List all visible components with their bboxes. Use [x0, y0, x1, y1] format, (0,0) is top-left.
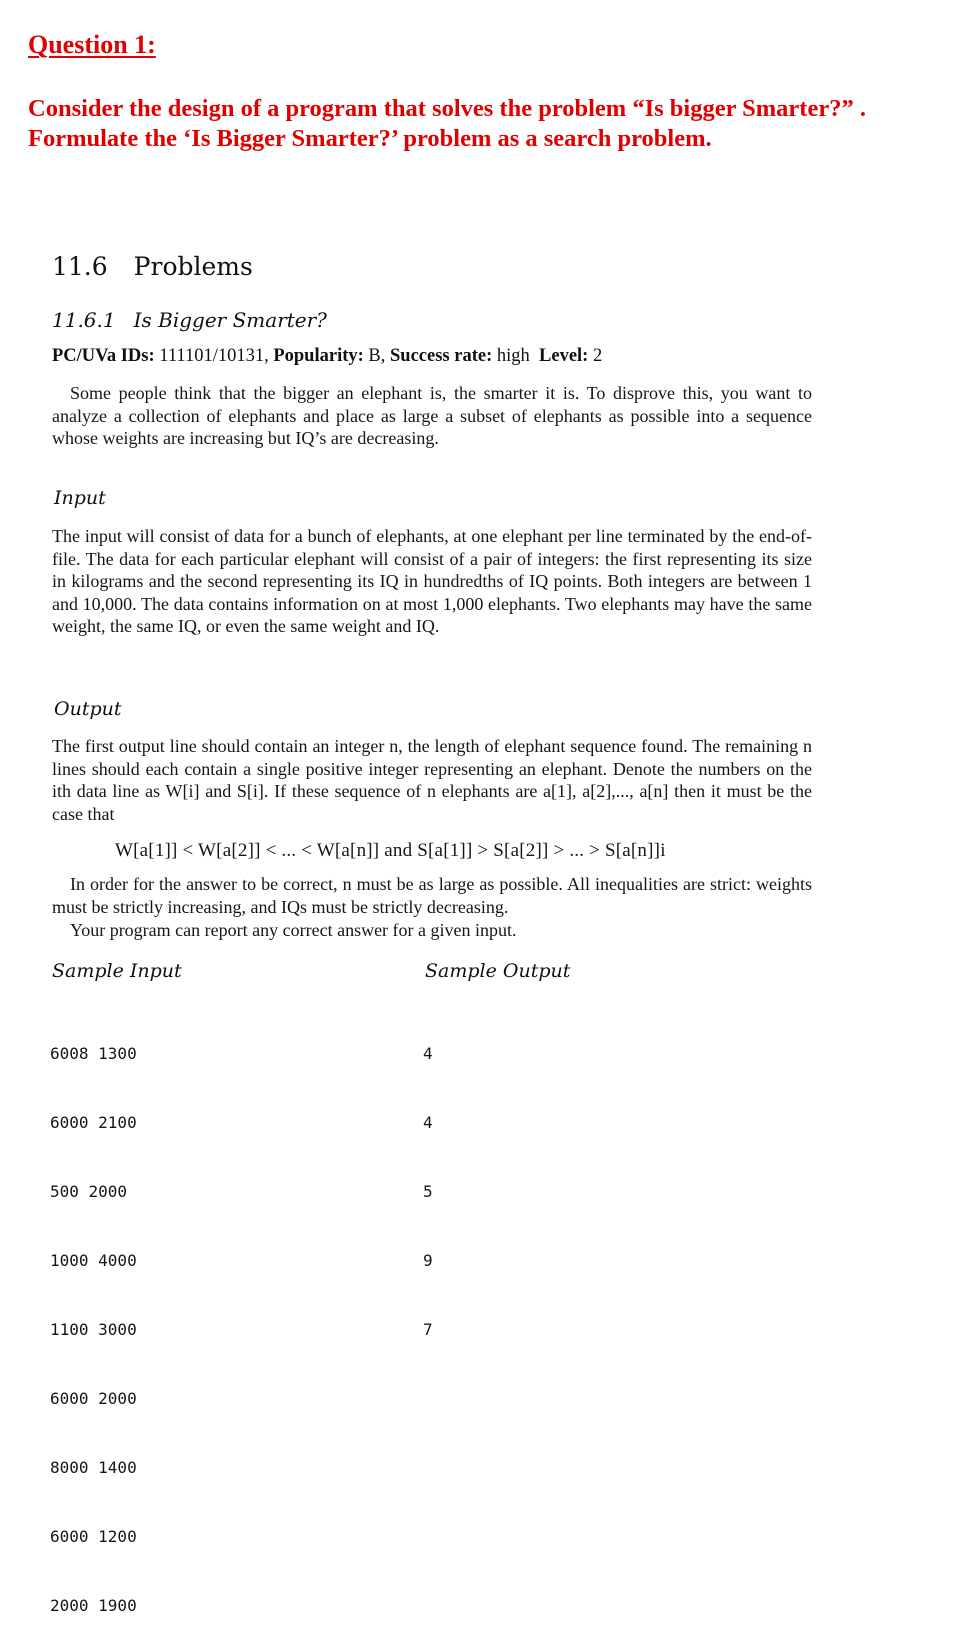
popularity-label: Popularity: — [273, 346, 364, 366]
success-rate-value: high — [496, 346, 530, 366]
output-note-largest: In order for the answer to be correct, n must be as large as possible. All inequalities are strict: weights must be strictly increasing, and IQs must be strictly decreasing. — [52, 874, 812, 917]
sample-output-line: 5 — [423, 1182, 433, 1201]
input-description: The input will consist of data for a bunch of elephants, at one elephant per line terminated by the end-of-file. The data for each particular elephant will consist of a pair of integers: the first representing its size in kilograms and the second representing its IQ in hundredths of IQ points. Both integers are between 1 and 10,000. The data contains information on at most 1,000 elephants. Two elephants may have the same weight, the same IQ, or even the same weight and IQ. — [52, 526, 812, 637]
sample-input-line: 500 2000 — [50, 1182, 128, 1201]
output-note-any-answer: Your program can report any correct answer for a given input. — [70, 920, 517, 940]
question-title: Question 1: — [28, 30, 156, 59]
output-heading: Output — [54, 698, 122, 720]
question-body: Consider the design of a program that solves the problem “Is bigger Smarter?” . Formulate the ‘Is Bigger Smarter?’ problem as a search problem. — [28, 95, 866, 152]
sample-input-heading: Sample Input — [52, 960, 182, 982]
sample-output-line: 4 — [423, 1113, 433, 1132]
sample-input-list — [50, 996, 137, 1640]
ids-label: PC/UVa IDs: — [52, 346, 155, 366]
sample-input-line: 6008 1300 — [50, 1044, 137, 1063]
sample-input-line: 6000 2100 — [50, 1113, 137, 1132]
input-heading: Input — [54, 487, 106, 509]
level-label: Level: — [539, 346, 589, 366]
problem-meta — [52, 346, 602, 367]
sample-output-line: 7 — [423, 1320, 433, 1339]
ordering-formula: W[a[1]] < W[a[2]] < ... < W[a[n]] and S[a[1]] > S[a[2]] > ... > S[a[n]]i — [115, 840, 666, 861]
section-number: 11.6 — [52, 252, 108, 281]
problem-name: Is Bigger Smarter? — [133, 308, 327, 332]
sample-input-line: 8000 1400 — [50, 1458, 137, 1477]
sample-output-line: 9 — [423, 1251, 433, 1270]
sample-output-line: 4 — [423, 1044, 433, 1063]
sample-input-line: 6000 1200 — [50, 1527, 137, 1546]
output-description: The first output line should contain an integer n, the length of elephant sequence found. The remaining n lines should each contain a single positive integer representing an elephant. Denote the numbers on the ith data line as W[i] and S[i]. If these sequence of n elephants are a[1], a[2],..., a[n] then it must be the case that — [52, 736, 812, 824]
sample-output-list — [423, 996, 442, 1364]
sample-input-line: 1100 3000 — [50, 1320, 137, 1339]
sample-output-heading: Sample Output — [425, 960, 571, 982]
level-value: 2 — [592, 346, 603, 366]
popularity-value: B, — [368, 346, 386, 366]
ids-value: 111101/10131, — [159, 346, 269, 366]
problem-number: 11.6.1 — [52, 308, 116, 332]
sample-input-line: 6000 2000 — [50, 1389, 137, 1408]
problem-intro: Some people think that the bigger an elephant is, the smarter it is. To disprove this, you want to analyze a collection of elephants and place as large a subset of elephants as possible into a sequence whose weights are increasing but IQ’s are decreasing. — [52, 383, 812, 449]
sample-input-line: 2000 1900 — [50, 1596, 137, 1615]
problem-title — [52, 308, 327, 332]
sample-input-line: 1000 4000 — [50, 1251, 137, 1270]
success-rate-label: Success rate: — [390, 346, 493, 366]
section-heading — [52, 252, 253, 281]
section-title: Problems — [133, 252, 253, 281]
